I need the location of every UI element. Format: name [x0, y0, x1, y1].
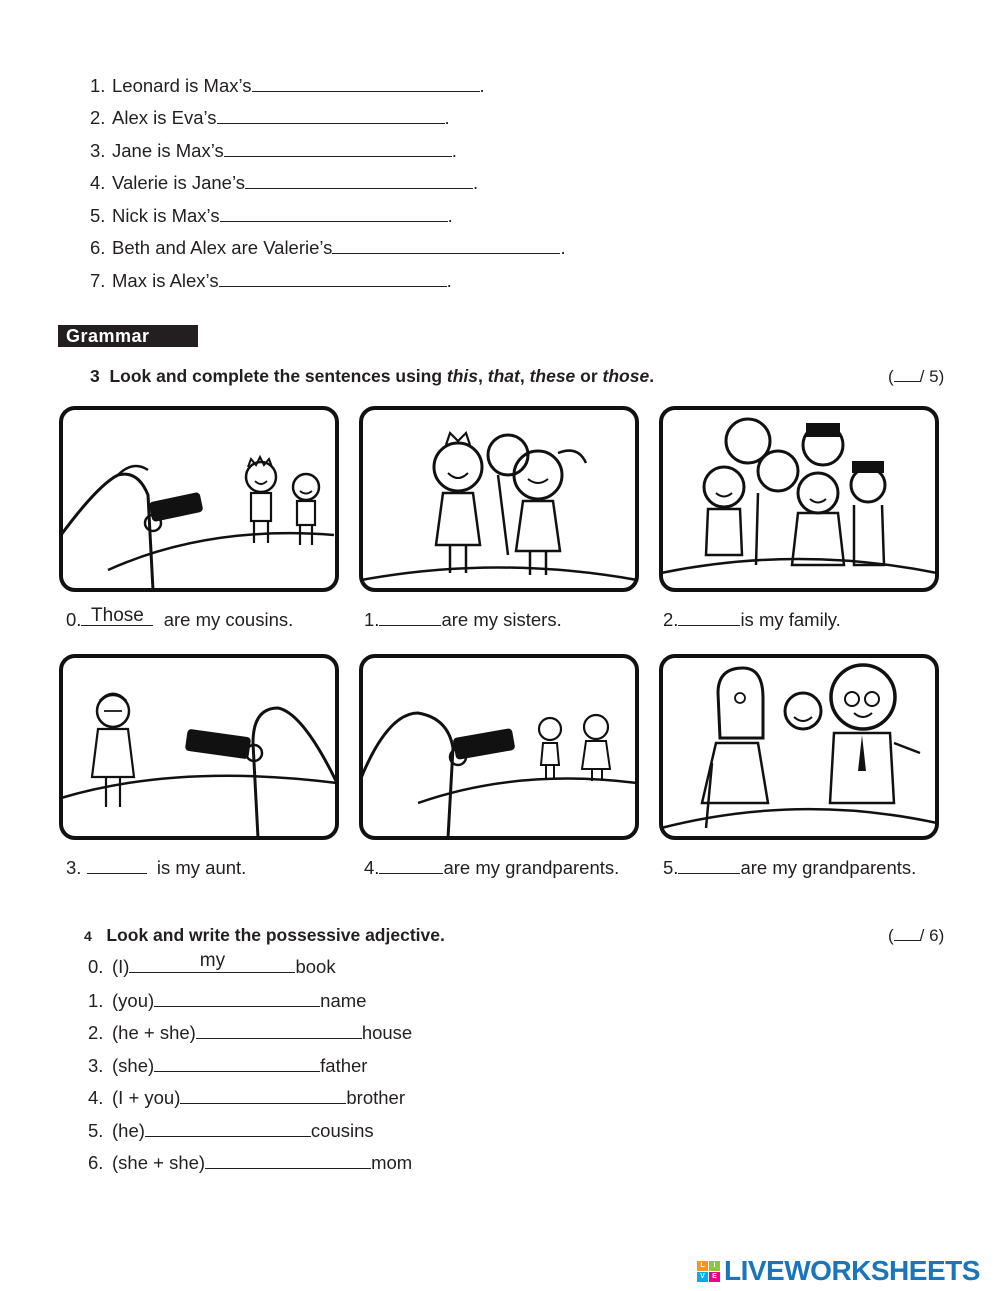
picture-panel-3: [58, 653, 340, 841]
logo-text: LIVEWORKSHEETS: [724, 1255, 980, 1286]
answer-blank[interactable]: [154, 990, 320, 1007]
picture-panel-4: [358, 653, 640, 841]
aunt-telescope-illustration: [58, 653, 340, 841]
caption-0: 0. Those are my cousins.: [66, 605, 294, 630]
family-illustration: [658, 405, 940, 593]
caption-4: 4. are my grandparents.: [364, 857, 620, 878]
list-item: 1. (you) name: [88, 990, 367, 1011]
picture-panel-5: [658, 653, 940, 841]
answer-blank[interactable]: [379, 611, 441, 626]
caption-1: 1. are my sisters.: [364, 609, 562, 630]
answer-blank[interactable]: [678, 611, 740, 626]
list-item: 6. Beth and Alex are Valerie’s .: [90, 237, 566, 258]
answer-blank[interactable]: [219, 270, 447, 287]
list-item: 2. Alex is Eva’s .: [90, 107, 450, 128]
picture-panel-1: [358, 405, 640, 593]
answer-blank[interactable]: [205, 1152, 371, 1169]
picture-panel-2: [658, 405, 940, 593]
answer-blank[interactable]: [252, 75, 480, 92]
list-item: 2. (he + she) house: [88, 1022, 413, 1043]
answer-blank[interactable]: [678, 859, 740, 874]
score-blank[interactable]: [894, 926, 920, 941]
score-box: ( / 6): [888, 926, 945, 945]
list-item: 5. Nick is Max’s .: [90, 205, 453, 226]
answer-blank[interactable]: [196, 1022, 362, 1039]
exercise-4-instruction: 4 Look and write the possessive adjective.: [84, 925, 445, 945]
exercise-3-instruction: 3 Look and complete the sentences using this, that, these or those.: [90, 366, 655, 386]
answer-blank[interactable]: my: [129, 956, 295, 973]
grandparents-illustration: [658, 653, 940, 841]
answer-blank[interactable]: [154, 1055, 320, 1072]
answer-blank[interactable]: [87, 859, 147, 874]
boy-telescope-grandparents-illustration: [358, 653, 640, 841]
sisters-illustration: [358, 405, 640, 593]
answer-blank[interactable]: [379, 859, 443, 874]
list-item: 0. (I) my book: [88, 950, 336, 977]
list-item: 4. Valerie is Jane’s .: [90, 172, 479, 193]
answer-blank[interactable]: [145, 1120, 311, 1137]
score-box: ( / 5): [888, 367, 945, 386]
list-item: 3. Jane is Max’s .: [90, 140, 457, 161]
answer-blank[interactable]: [217, 107, 445, 124]
answer-blank[interactable]: [180, 1087, 346, 1104]
answer-blank[interactable]: [332, 237, 560, 254]
list-item: 5. (he) cousins: [88, 1120, 374, 1141]
list-item: 7. Max is Alex’s .: [90, 270, 452, 291]
score-blank[interactable]: [894, 367, 920, 382]
picture-panel-0: [58, 405, 340, 593]
answer-blank[interactable]: Those: [81, 611, 153, 626]
answer-blank[interactable]: [245, 172, 473, 189]
section-label: Grammar: [58, 325, 198, 347]
caption-3: 3. is my aunt.: [66, 857, 247, 878]
caption-5: 5. are my grandparents.: [663, 857, 917, 878]
list-item: 4. (I + you) brother: [88, 1087, 405, 1108]
list-item: 1. Leonard is Max’s .: [90, 75, 485, 96]
list-item: 6. (she + she) mom: [88, 1152, 413, 1173]
boy-telescope-cousins-illustration: [58, 405, 340, 593]
list-item: 3. (she) father: [88, 1055, 368, 1076]
liveworksheets-logo[interactable]: [697, 1255, 980, 1287]
answer-blank[interactable]: [224, 140, 452, 157]
answer-blank[interactable]: [220, 205, 448, 222]
logo-blocks-icon: L I V E: [697, 1261, 720, 1282]
caption-2: 2. is my family.: [663, 609, 841, 630]
